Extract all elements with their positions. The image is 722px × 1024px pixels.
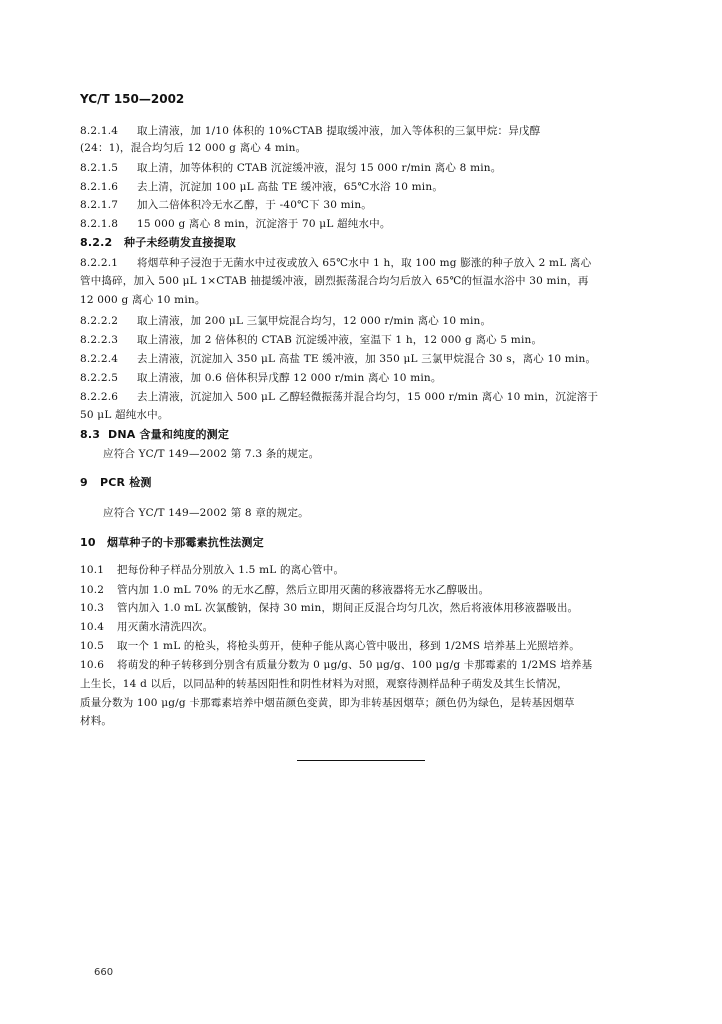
clause-10-6: [80, 657, 592, 673]
clause-8-2-1-5: [80, 160, 501, 176]
clause-number: 8.2.2.5: [80, 372, 119, 384]
heading-9: [80, 475, 152, 491]
clause-8-2-1-4: [80, 123, 540, 139]
clause-number: 8.2.2.1: [80, 257, 119, 269]
clause-text: 用灭菌水清洗四次。: [117, 621, 214, 633]
heading-number: 9: [80, 476, 88, 489]
clause-10-6-cont-3: [80, 713, 112, 729]
clause-text: 取上清，加等体积的 CTAB 沉淀缓冲液，混匀 15 000 r/min 离心 8 min。: [137, 162, 502, 174]
standard-number-header: YC/T 150—2002: [80, 92, 185, 106]
clause-8-2-2-5: [80, 370, 442, 386]
clause-10-2: [80, 582, 489, 598]
clause-text: 取上清液，加 0.6 倍体积异戊醇 12 000 r/min 离心 10 min。: [137, 372, 442, 384]
heading-number: 8.2.2: [80, 236, 113, 249]
heading-text: DNA 含量和纯度的测定: [108, 428, 230, 441]
clause-text: 取一个 1 mL 的枪头，将枪头剪开，使种子能从离心管中吸出，移到 1/2MS 培养基上光照培养。: [117, 640, 580, 652]
clause-8-2-2-1: [80, 255, 591, 271]
clause-8-2-2-3: [80, 332, 542, 348]
clause-8-2-2-6-cont: [80, 407, 169, 423]
heading-8-2-2: [80, 235, 236, 251]
clause-text: 把每份种子样品分别放入 1.5 mL 的离心管中。: [117, 564, 345, 576]
clause-number: 8.2.2.4: [80, 353, 119, 365]
clause-number: 10.6: [80, 659, 105, 671]
clause-9-text: [103, 505, 309, 521]
clause-10-6-cont-1: [80, 676, 568, 692]
clause-8-2-2-1-cont-1: [80, 273, 589, 289]
clause-number: 8.2.1.5: [80, 162, 119, 174]
clause-text: 去上清液，沉淀加入 350 μL 高盐 TE 缓冲液，加 350 μL 三氯甲烷混合 30 s，离心 10 min。: [137, 353, 597, 365]
clause-text: 上生长，14 d 以后，以同品种的转基因阳性和阴性材料为对照，观察待测样品种子萌发及其生长情况，: [80, 678, 568, 690]
clause-text: (24：1)，混合均匀后 12 000 g 离心 4 min。: [80, 142, 307, 154]
clause-8-2-1-4-cont: [80, 140, 306, 156]
end-of-document-rule: [297, 760, 425, 761]
clause-text: 15 000 g 离心 8 min，沉淀溶于 70 μL 超纯水中。: [137, 218, 391, 230]
clause-8-3-text: [103, 446, 319, 462]
clause-number: 8.2.1.4: [80, 125, 119, 137]
clause-number: 10.4: [80, 621, 105, 633]
clause-text: 取上清液，加 1/10 体积的 10%CTAB 提取缓冲液，加入等体积的三氯甲烷：异戊醇: [137, 125, 541, 137]
clause-text: 将萌发的种子转移到分别含有质量分数为 0 μg/g、50 μg/g、100 μg/g 卡那霉素的 1/2MS 培养基: [117, 659, 593, 671]
clause-text: 取上清液，加 2 倍体积的 CTAB 沉淀缓冲液，室温下 1 h，12 000 g 离心 5 min。: [137, 334, 543, 346]
clause-text: 50 μL 超纯水中。: [80, 409, 169, 421]
clause-text: 应符合 YC/T 149—2002 第 7.3 条的规定。: [103, 448, 320, 460]
clause-number: 8.2.1.6: [80, 181, 119, 193]
clause-8-2-1-6: [80, 179, 443, 195]
heading-8-3: [80, 427, 229, 443]
clause-number: 8.2.2.2: [80, 315, 119, 327]
heading-10: [80, 535, 264, 551]
clause-number: 10.3: [80, 602, 105, 614]
clause-text: 材料。: [80, 715, 113, 727]
clause-number: 8.2.2.6: [80, 391, 119, 403]
clause-10-1: [80, 562, 344, 578]
clause-text: 将烟草种子浸泡于无菌水中过夜或放入 65℃水中 1 h，取 100 mg 膨涨的种子放入 2 mL 离心: [137, 257, 592, 269]
clause-10-6-cont-2: [80, 695, 575, 711]
clause-8-2-2-4: [80, 351, 596, 367]
clause-text: 12 000 g 离心 10 min。: [80, 294, 206, 306]
clause-text: 去上清，沉淀加 100 μL 高盐 TE 缓冲液，65℃水浴 10 min。: [137, 181, 444, 193]
clause-number: 10.2: [80, 584, 105, 596]
clause-8-2-1-8: [80, 216, 391, 232]
clause-text: 加入二倍体积冷无水乙醇，于 -40℃下 30 min。: [137, 199, 373, 211]
clause-text: 取上清液，加 200 μL 三氯甲烷混合均匀，12 000 r/min 离心 10 min。: [137, 315, 492, 327]
clause-8-2-1-7: [80, 197, 372, 213]
clause-text: 质量分数为 100 μg/g 卡那霉素培养中烟苗颜色变黄，即为非转基因烟草；颜色仍为绿色，是转基因烟草: [80, 697, 575, 709]
clause-number: 8.2.1.7: [80, 199, 119, 211]
clause-text: 管中捣碎，加入 500 μL 1×CTAB 抽提缓冲液，剧烈振荡混合均匀后放入 65℃的恒温水浴中 30 min，再: [80, 275, 589, 287]
clause-number: 8.2.1.8: [80, 218, 119, 230]
clause-10-4: [80, 619, 213, 635]
heading-text: 种子未经萌发直接提取: [124, 236, 236, 249]
clause-text: 应符合 YC/T 149—2002 第 8 章的规定。: [103, 507, 309, 519]
clause-10-5: [80, 638, 580, 654]
clause-number: 8.2.2.3: [80, 334, 119, 346]
heading-text: PCR 检测: [100, 476, 152, 489]
clause-10-3: [80, 600, 578, 616]
clause-8-2-2-6: [80, 389, 598, 405]
clause-text: 管内加 1.0 mL 70% 的无水乙醇，然后立即用灭菌的移液器将无水乙醇吸出。: [117, 584, 490, 596]
page-number: 660: [94, 967, 114, 978]
clause-text: 去上清液，沉淀加入 500 μL 乙醇轻微振荡并混合均匀，15 000 r/min 离心 10 min，沉淀溶于: [137, 391, 599, 403]
clause-number: 10.5: [80, 640, 105, 652]
heading-number: 10: [80, 536, 96, 549]
clause-8-2-2-1-cont-2: [80, 292, 206, 308]
clause-text: 管内加入 1.0 mL 次氯酸钠，保持 30 min，期间正反混合均匀几次，然后将液体用移液器吸出。: [117, 602, 579, 614]
heading-number: 8.3: [80, 428, 101, 441]
heading-text: 烟草种子的卡那霉素抗性法测定: [107, 536, 264, 549]
clause-number: 10.1: [80, 564, 105, 576]
clause-8-2-2-2: [80, 313, 491, 329]
